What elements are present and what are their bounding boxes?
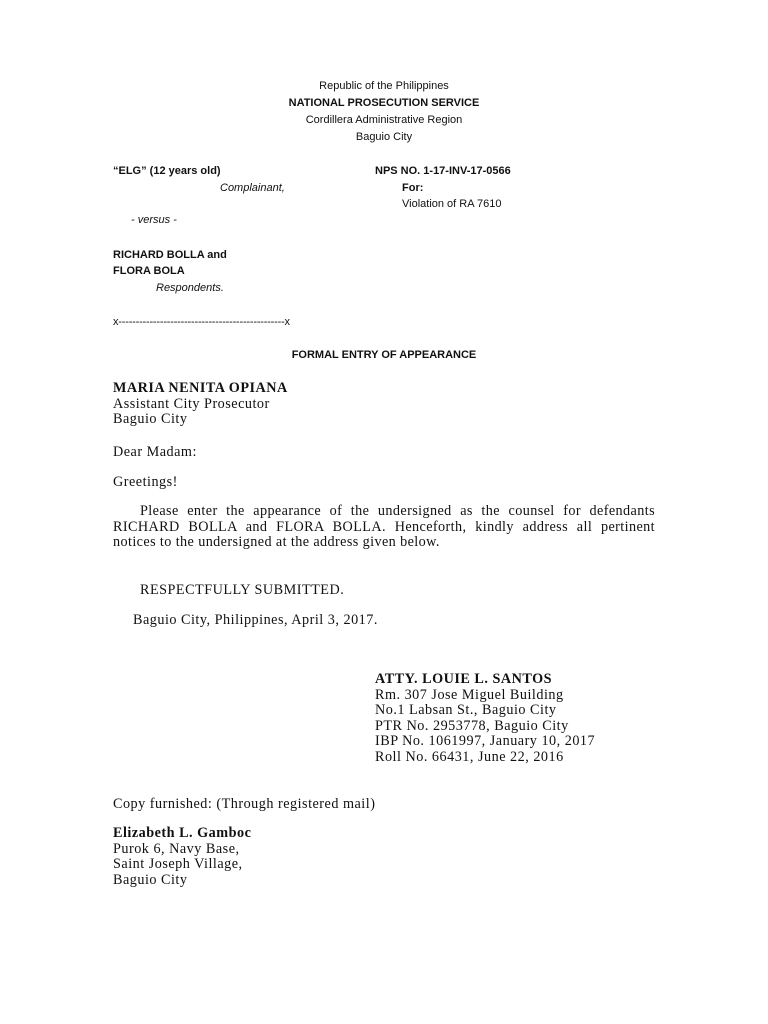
copy-furnished-address-1: Purok 6, Navy Base, (113, 840, 240, 857)
respondent-line-1: RICHARD BOLLA and (113, 249, 227, 261)
salutation: Dear Madam: (113, 444, 197, 460)
copy-furnished-address-3: Baguio City (113, 871, 188, 888)
place-date: Baguio City, Philippines, April 3, 2017. (133, 612, 378, 628)
body-paragraph: Please enter the appearance of the undersigned as the counsel for defendants RICHARD BOLLA and FLORA BOLLA. Henceforth, kindly address all pertinent notices to the undersigned at the address given below. (113, 503, 655, 551)
addressee-city: Baguio City (113, 411, 188, 428)
signature-block (375, 672, 595, 766)
addressee-block (113, 381, 288, 428)
signatory-roll: Roll No. 66431, June 22, 2016 (375, 748, 564, 765)
header-republic: Republic of the Philippines (319, 80, 449, 92)
copy-furnished-label: Copy furnished: (Through registered mail) (113, 796, 376, 812)
signatory-name: ATTY. LOUIE L. SANTOS (375, 671, 552, 687)
addressee-title: Assistant City Prosecutor (113, 395, 270, 412)
document-title: FORMAL ENTRY OF APPEARANCE (291, 349, 477, 361)
addressee-name: MARIA NENITA OPIANA (113, 380, 288, 396)
complainant-label: Complainant, (220, 182, 285, 194)
signatory-address-1: Rm. 307 Jose Miguel Building (375, 686, 564, 703)
violation-label: Violation of RA 7610 (402, 198, 502, 210)
respondent-line-2: FLORA BOLA (113, 265, 185, 277)
versus-label: - versus - (131, 214, 177, 226)
header-region: Cordillera Administrative Region (305, 114, 463, 126)
copy-furnished-name: Elizabeth L. Gamboc (113, 825, 252, 841)
header-agency: NATIONAL PROSECUTION SERVICE (288, 97, 480, 109)
signatory-address-2: No.1 Labsan St., Baguio City (375, 702, 557, 719)
copy-furnished-address-2: Saint Joseph Village, (113, 856, 243, 873)
header-city: Baguio City (355, 131, 413, 143)
signatory-ptr: PTR No. 2953778, Baguio City (375, 717, 569, 734)
signatory-ibp: IBP No. 1061997, January 10, 2017 (375, 733, 596, 750)
closing: RESPECTFULLY SUBMITTED. (140, 582, 345, 598)
for-label: For: (402, 182, 424, 194)
copy-furnished-block (113, 826, 251, 888)
case-number: NPS NO. 1-17-INV-17-0566 (375, 165, 511, 177)
complainant-name: “ELG” (12 years old) (113, 165, 221, 177)
respondents-label: Respondents. (156, 282, 224, 294)
greeting: Greetings! (113, 474, 178, 490)
caption-separator: x------------------------------------------------x (113, 316, 290, 328)
